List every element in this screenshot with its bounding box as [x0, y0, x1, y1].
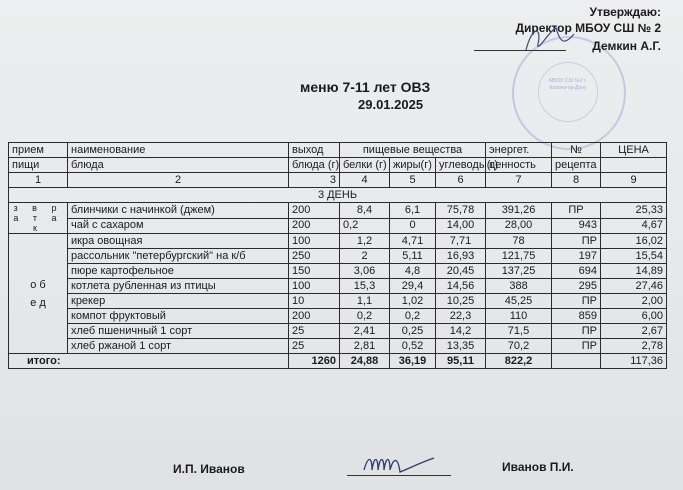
total-row [9, 354, 667, 369]
dish-price: 27,46 [601, 279, 667, 294]
table-row [9, 339, 667, 354]
dish-price: 4,67 [601, 218, 667, 234]
dish-energy: 70,2 [486, 339, 552, 354]
table-header-row-1 [9, 143, 667, 158]
table-row [9, 203, 667, 219]
dish-recipe: 859 [552, 309, 601, 324]
dish-name: икра овощная [68, 234, 289, 249]
dish-protein: 1,2 [340, 234, 390, 249]
total-energy: 822,2 [486, 354, 552, 369]
dish-energy: 391,26 [486, 203, 552, 219]
dish-output: 200 [289, 309, 340, 324]
document-title: меню 7-11 лет ОВЗ [300, 79, 431, 95]
day-label: 3 ДЕНЬ [9, 188, 667, 203]
dish-recipe: ПР [552, 324, 601, 339]
signature-underline [347, 475, 451, 476]
dish-fat: 0,52 [390, 339, 436, 354]
dish-fat: 1,02 [390, 294, 436, 309]
total-price: 117,36 [601, 354, 667, 369]
dish-price: 14,89 [601, 264, 667, 279]
dish-price: 16,02 [601, 234, 667, 249]
dish-fat: 0,2 [390, 309, 436, 324]
dish-name: хлеб ржаной 1 сорт [68, 339, 289, 354]
dish-protein: 3,06 [340, 264, 390, 279]
document-date: 29.01.2025 [358, 97, 424, 112]
column-number: 7 [486, 173, 552, 188]
dish-recipe: ПР [552, 294, 601, 309]
header-cell: пищи [9, 158, 68, 173]
signature-right: Иванов П.И. [502, 460, 574, 474]
dish-fat: 0,25 [390, 324, 436, 339]
dish-output: 100 [289, 279, 340, 294]
dish-output: 200 [289, 203, 340, 219]
meal-label-breakfast: з в р а т а к [9, 203, 68, 234]
dish-fat: 4,71 [390, 234, 436, 249]
approval-line-2: Директор МБОУ СШ № 2 [515, 21, 661, 35]
stamp-text: МБОУ СШ №2 г. Калача-на-Дону [549, 78, 587, 91]
dish-name: хлеб пшеничный 1 сорт [68, 324, 289, 339]
day-row [9, 188, 667, 203]
dish-protein: 0,2 [340, 218, 390, 234]
dish-carbs: 14,2 [436, 324, 486, 339]
dish-name: компот фруктовый [68, 309, 289, 324]
total-recipe-empty [552, 354, 601, 369]
header-cell: блюда [68, 158, 289, 173]
dish-price: 2,00 [601, 294, 667, 309]
dish-protein: 2,81 [340, 339, 390, 354]
table-row [9, 294, 667, 309]
dish-output: 250 [289, 249, 340, 264]
dish-price: 2,78 [601, 339, 667, 354]
table-row [9, 309, 667, 324]
dish-energy: 137,25 [486, 264, 552, 279]
dish-carbs: 14,56 [436, 279, 486, 294]
dish-output: 100 [289, 234, 340, 249]
dish-energy: 71,5 [486, 324, 552, 339]
header-cell: рецепта [552, 158, 601, 173]
dish-carbs: 13,35 [436, 339, 486, 354]
dish-protein: 8,4 [340, 203, 390, 219]
dish-output: 25 [289, 324, 340, 339]
dish-name: рассольник "петербургский" на к/б [68, 249, 289, 264]
total-carbs: 95,11 [436, 354, 486, 369]
table-row [9, 249, 667, 264]
dish-recipe: ПР [552, 339, 601, 354]
dish-carbs: 10,25 [436, 294, 486, 309]
header-cell: жиры(г) [390, 158, 436, 173]
table-row [9, 264, 667, 279]
dish-carbs: 20,45 [436, 264, 486, 279]
dish-recipe: 197 [552, 249, 601, 264]
table-number-row [9, 173, 667, 188]
dish-output: 200 [289, 218, 340, 234]
dish-fat: 4,8 [390, 264, 436, 279]
header-cell: выход [289, 143, 340, 158]
dish-price: 25,33 [601, 203, 667, 219]
total-protein: 24,88 [340, 354, 390, 369]
dish-energy: 388 [486, 279, 552, 294]
header-cell: энергет. [486, 143, 552, 158]
dish-recipe: ПР [552, 234, 601, 249]
dish-energy: 110 [486, 309, 552, 324]
table-row [9, 218, 667, 234]
dish-price: 2,67 [601, 324, 667, 339]
dish-carbs: 7,71 [436, 234, 486, 249]
header-cell: прием [9, 143, 68, 158]
dish-carbs: 16,93 [436, 249, 486, 264]
dish-name: чай с сахаром [68, 218, 289, 234]
header-cell: № [552, 143, 601, 158]
header-cell [601, 158, 667, 173]
approval-line-1: Утверждаю: [589, 5, 661, 19]
dish-protein: 15,3 [340, 279, 390, 294]
column-number: 3 [289, 173, 340, 188]
total-fat: 36,19 [390, 354, 436, 369]
dish-recipe: 943 [552, 218, 601, 234]
dish-fat: 5,11 [390, 249, 436, 264]
dish-carbs: 22,3 [436, 309, 486, 324]
table-row [9, 324, 667, 339]
dish-name: крекер [68, 294, 289, 309]
table-row [9, 234, 667, 249]
header-cell: углеводы(г) [436, 158, 486, 173]
column-number: 8 [552, 173, 601, 188]
dish-energy: 78 [486, 234, 552, 249]
meal-label-lunch: о б е д [9, 234, 68, 354]
dish-carbs: 75,78 [436, 203, 486, 219]
approval-line-3: Демкин А.Г. [592, 39, 661, 53]
table-row [9, 279, 667, 294]
header-cell: белки (г) [340, 158, 390, 173]
column-number: 4 [340, 173, 390, 188]
column-number: 6 [436, 173, 486, 188]
header-cell: ценность [486, 158, 552, 173]
column-number: 2 [68, 173, 289, 188]
dish-fat: 0 [390, 218, 436, 234]
dish-carbs: 14,00 [436, 218, 486, 234]
dish-price: 6,00 [601, 309, 667, 324]
dish-protein: 2 [340, 249, 390, 264]
dish-fat: 29,4 [390, 279, 436, 294]
dish-recipe: ПР [552, 203, 601, 219]
column-number: 5 [390, 173, 436, 188]
header-cell: наименование [68, 143, 289, 158]
column-number: 1 [9, 173, 68, 188]
table-header-row-2 [9, 158, 667, 173]
director-signature [520, 20, 580, 60]
column-number: 9 [601, 173, 667, 188]
dish-name: котлета рубленная из птицы [68, 279, 289, 294]
official-stamp-inner-ring [538, 62, 598, 122]
dish-price: 15,54 [601, 249, 667, 264]
dish-fat: 6,1 [390, 203, 436, 219]
header-cell: ЦЕНА [601, 143, 667, 158]
dish-output: 10 [289, 294, 340, 309]
dish-protein: 2,41 [340, 324, 390, 339]
signature-left: И.П. Иванов [173, 462, 245, 476]
dish-recipe: 694 [552, 264, 601, 279]
header-cell: блюда (г) [289, 158, 340, 173]
header-cell: пищевые вещества [340, 143, 486, 158]
dish-energy: 28,00 [486, 218, 552, 234]
dish-protein: 1,1 [340, 294, 390, 309]
total-output: 1260 [289, 354, 340, 369]
total-label: итого: [9, 354, 289, 369]
dish-name: блинчики с начинкой (джем) [68, 203, 289, 219]
dish-protein: 0,2 [340, 309, 390, 324]
dish-output: 25 [289, 339, 340, 354]
dish-energy: 121,75 [486, 249, 552, 264]
menu-table [8, 142, 667, 369]
dish-recipe: 295 [552, 279, 601, 294]
dish-energy: 45,25 [486, 294, 552, 309]
dish-name: пюре картофельное [68, 264, 289, 279]
dish-output: 150 [289, 264, 340, 279]
